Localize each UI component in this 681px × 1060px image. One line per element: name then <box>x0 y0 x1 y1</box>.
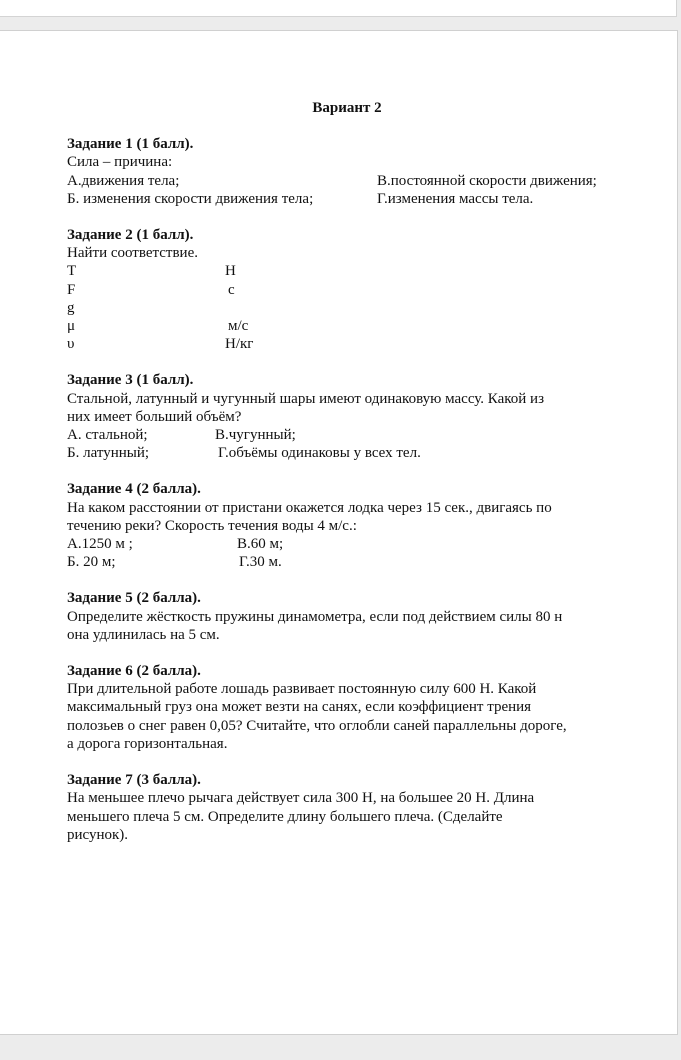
task-5-question-line: Определите жёсткость пружины динамометра, если под действием силы 80 н <box>67 608 563 625</box>
task-2-unit: Н <box>225 263 236 280</box>
task-2-pair-row <box>67 335 647 353</box>
page-title: Вариант 2 <box>312 100 382 116</box>
page-content <box>67 99 647 862</box>
task-4-question-line: На каком расстоянии от пристани окажется лодка через 15 сек., двигаясь по <box>67 499 552 516</box>
task-1-question: Сила – причина: <box>67 154 173 171</box>
task-5 <box>67 589 647 644</box>
task-2-symbol: F <box>67 281 76 298</box>
task-6-question-line: а дорога горизонтальная. <box>67 735 228 752</box>
task-2-pair-row <box>67 262 647 280</box>
task-2-pair-row <box>67 317 647 335</box>
task-3-question-line: них имеет больший объём? <box>67 408 242 425</box>
task-3-option-g: Г.объёмы одинаковы у всех тел. <box>218 445 421 462</box>
task-4 <box>67 480 647 571</box>
task-2-symbol: T <box>67 263 77 280</box>
task-2 <box>67 226 647 353</box>
task-5-title: Задание 5 (2 балла). <box>67 590 201 607</box>
document-page <box>0 30 678 1035</box>
task-3-question-line: Стальной, латунный и чугунный шары имеют одинаковую массу. Какой из <box>67 390 544 407</box>
task-2-pair-row <box>67 281 647 299</box>
task-3 <box>67 371 647 462</box>
task-6-question-line: полозьев о снег равен 0,05? Считайте, что оглобли саней параллельны дороге, <box>67 717 567 734</box>
task-7-question-line: рисунок). <box>67 826 129 843</box>
task-1-option-v: В.постоянной скорости движения; <box>377 172 597 189</box>
task-1-option-a: А.движения тела; <box>67 172 180 189</box>
task-7-question-line: На меньшее плечо рычага действует сила 300 Н, на большее 20 Н. Длина <box>67 790 535 807</box>
task-4-options-row-2 <box>67 553 647 571</box>
task-7 <box>67 771 647 844</box>
task-4-option-a: А.1250 м ; <box>67 536 133 553</box>
task-2-unit: Н/кг <box>225 336 254 353</box>
task-7-title: Задание 7 (3 балла). <box>67 772 201 789</box>
task-5-question-line: она удлинилась на 5 см. <box>67 626 220 643</box>
task-2-question: Найти соответствие. <box>67 245 198 262</box>
task-2-symbol: μ <box>67 318 76 335</box>
task-2-unit: с <box>228 281 235 298</box>
task-4-question-line: течению реки? Скорость течения воды 4 м/с.: <box>67 517 357 534</box>
task-2-unit: м/с <box>228 318 249 335</box>
task-1-options-row-2 <box>67 190 647 208</box>
task-6 <box>67 662 647 753</box>
task-2-pair-row <box>67 299 647 317</box>
task-4-option-g: Г.30 м. <box>239 554 282 571</box>
task-4-option-v: В.60 м; <box>237 536 284 553</box>
task-2-symbol: υ <box>67 336 75 353</box>
task-3-option-a: А. стальной; <box>67 427 148 444</box>
task-3-title: Задание 3 (1 балл). <box>67 372 194 389</box>
task-2-symbol: g <box>67 299 75 316</box>
task-1 <box>67 135 647 208</box>
task-4-title: Задание 4 (2 балла). <box>67 481 201 498</box>
task-3-option-b: Б. латунный; <box>67 445 150 462</box>
task-6-title: Задание 6 (2 балла). <box>67 663 201 680</box>
task-6-question-line: максимальный груз она может везти на санях, если коэффициент трения <box>67 699 532 716</box>
task-4-option-b: Б. 20 м; <box>67 554 116 571</box>
previous-page-edge <box>0 0 677 17</box>
task-3-options-row-2 <box>67 444 647 462</box>
task-1-option-g: Г.изменения массы тела. <box>377 190 534 207</box>
task-6-question-line: При длительной работе лошадь развивает постоянную силу 600 Н. Какой <box>67 681 537 698</box>
task-4-options-row-1 <box>67 535 647 553</box>
task-3-option-v: В.чугунный; <box>215 427 296 444</box>
task-1-options-row-1 <box>67 172 647 190</box>
task-1-title: Задание 1 (1 балл). <box>67 136 194 153</box>
task-3-options-row-1 <box>67 426 647 444</box>
task-1-option-b: Б. изменения скорости движения тела; <box>67 190 314 207</box>
task-7-question-line: меньшего плеча 5 см. Определите длину большего плеча. (Сделайте <box>67 808 503 825</box>
task-2-title: Задание 2 (1 балл). <box>67 227 194 244</box>
